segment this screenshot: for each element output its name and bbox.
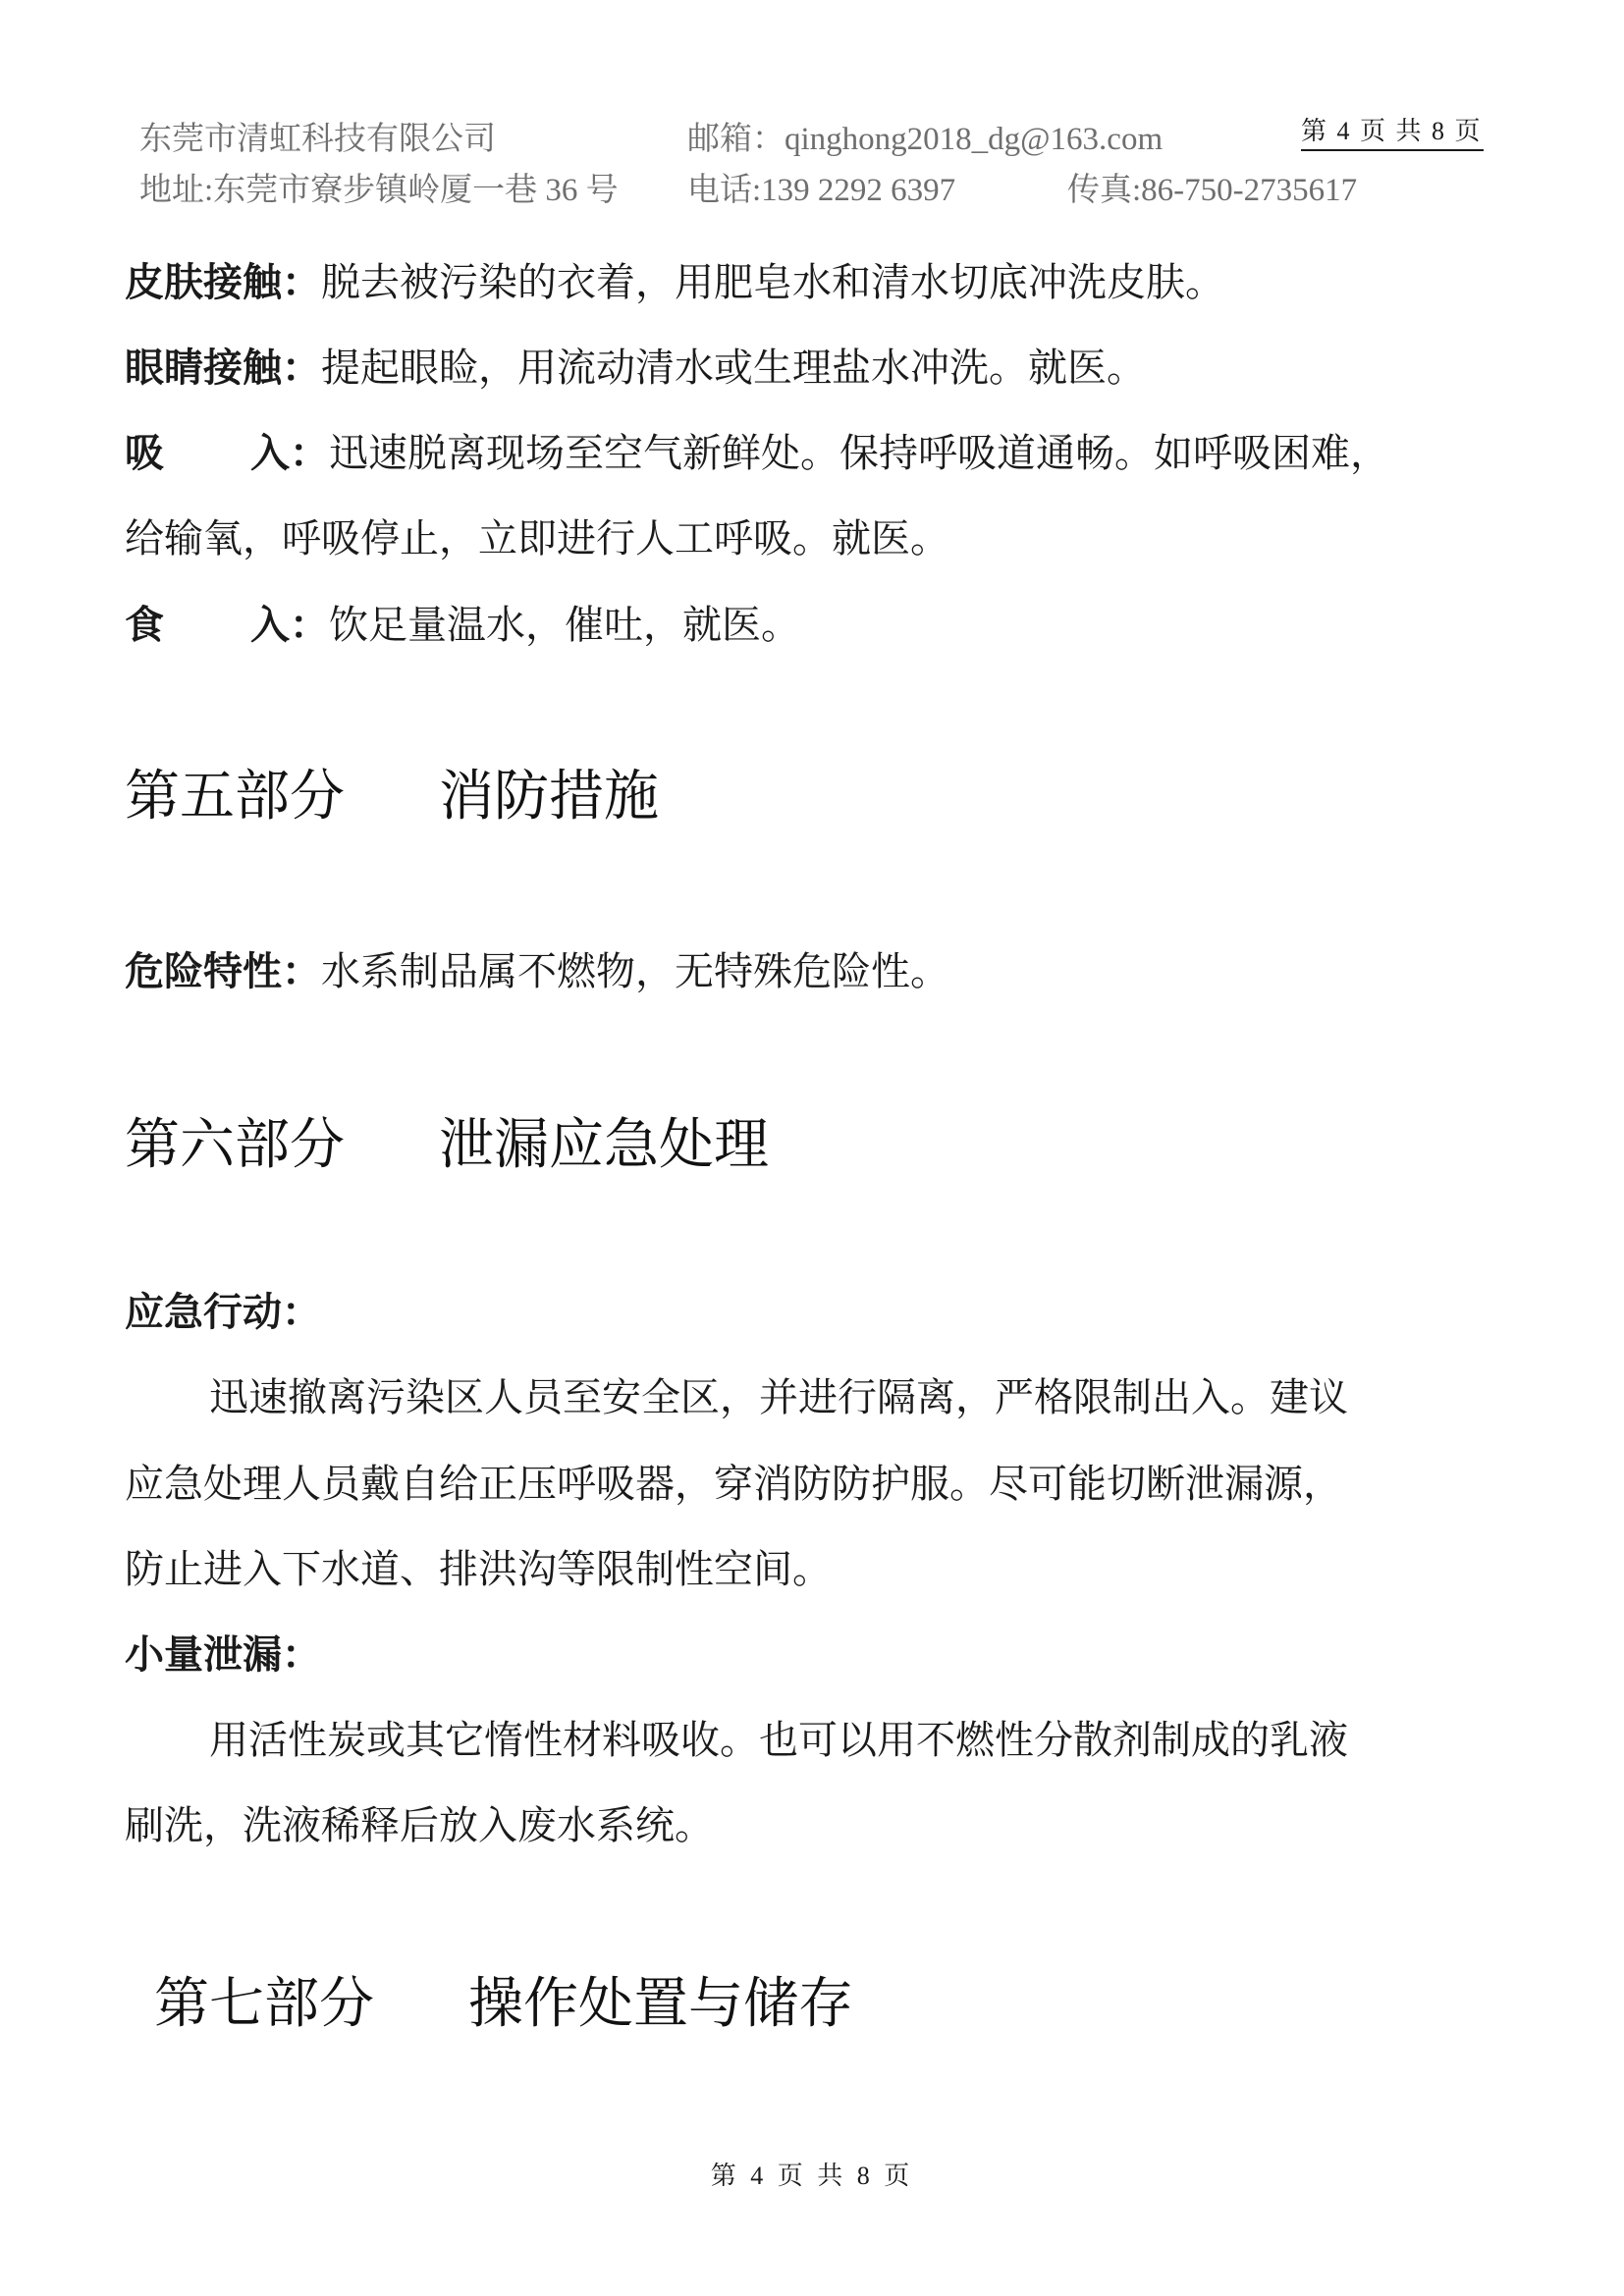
skin-contact-text: 脱去被污染的衣着，用肥皂水和清水切底冲洗皮肤。 [321, 260, 1224, 305]
section7-number: 第七部分 [154, 1972, 374, 2036]
section6-heading [125, 1111, 769, 1180]
section5-number: 第五部分 [125, 765, 345, 828]
company-phone: 电话:139 2292 6397 [687, 173, 956, 208]
section7-title: 操作处置与储存 [468, 1972, 853, 2036]
eye-contact [125, 343, 1146, 394]
header-page-indicator: 第 4 页 共 8 页 [1301, 116, 1484, 151]
emergency-action-line-2: 应急处理人员戴自给正压呼吸器，穿消防防护服。尽可能切断泄漏源， [125, 1462, 1342, 1507]
emergency-action-line-3: 防止进入下水道、排洪沟等限制性空间。 [125, 1547, 832, 1592]
ingestion [125, 600, 800, 651]
inhalation [125, 428, 1389, 479]
small-leak-label: 小量泄漏： [125, 1632, 321, 1678]
footer-page-indicator: 第 4 页 共 8 页 [710, 2162, 914, 2190]
company-name: 东莞市清虹科技有限公司 [139, 122, 496, 157]
section6-number: 第六部分 [125, 1113, 345, 1177]
ingestion-label: 食 入： [125, 603, 329, 648]
inhalation-text-2: 给输氧，呼吸停止，立即进行人工呼吸。就医。 [125, 516, 949, 561]
skin-contact-label: 皮肤接触： [125, 260, 321, 305]
emergency-action-label: 应急行动： [125, 1290, 321, 1335]
small-leak-line-2: 刷洗，洗液稀释后放入废水系统。 [125, 1803, 714, 1848]
section6-title: 泄漏应急处理 [439, 1113, 769, 1177]
eye-contact-label: 眼睛接触： [125, 346, 321, 391]
small-leak-line-1: 用活性炭或其它惰性材料吸收。也可以用不燃性分散剂制成的乳液 [209, 1718, 1348, 1763]
inhalation-label: 吸 入： [125, 431, 329, 476]
eye-contact-text: 提起眼睑，用流动清水或生理盐水冲洗。就医。 [321, 346, 1146, 391]
emergency-action-line-1: 迅速撤离污染区人员至安全区，并进行隔离，严格限制出入。建议 [209, 1375, 1348, 1420]
company-address: 地址:东莞市寮步镇岭厦一巷 36 号 [139, 173, 619, 208]
section5-title: 消防措施 [439, 765, 659, 828]
email-label: 邮箱： [687, 122, 785, 157]
inhalation-text-1: 迅速脱离现场至空气新鲜处。保持呼吸道通畅。如呼吸困难， [329, 431, 1389, 476]
section7-heading [154, 1970, 853, 2039]
email [687, 120, 1163, 159]
ingestion-text: 饮足量温水，催吐，就医。 [329, 603, 800, 648]
hazard-label: 危险特性： [125, 949, 321, 994]
email-address: qinghong2018_dg@163.com [785, 122, 1164, 157]
skin-contact [125, 257, 1224, 308]
company-fax: 传真:86-750-2735617 [1067, 173, 1358, 208]
hazard-text: 水系制品属不燃物，无特殊危险性。 [321, 949, 949, 994]
section5-heading [125, 763, 659, 831]
hazard [125, 946, 949, 997]
